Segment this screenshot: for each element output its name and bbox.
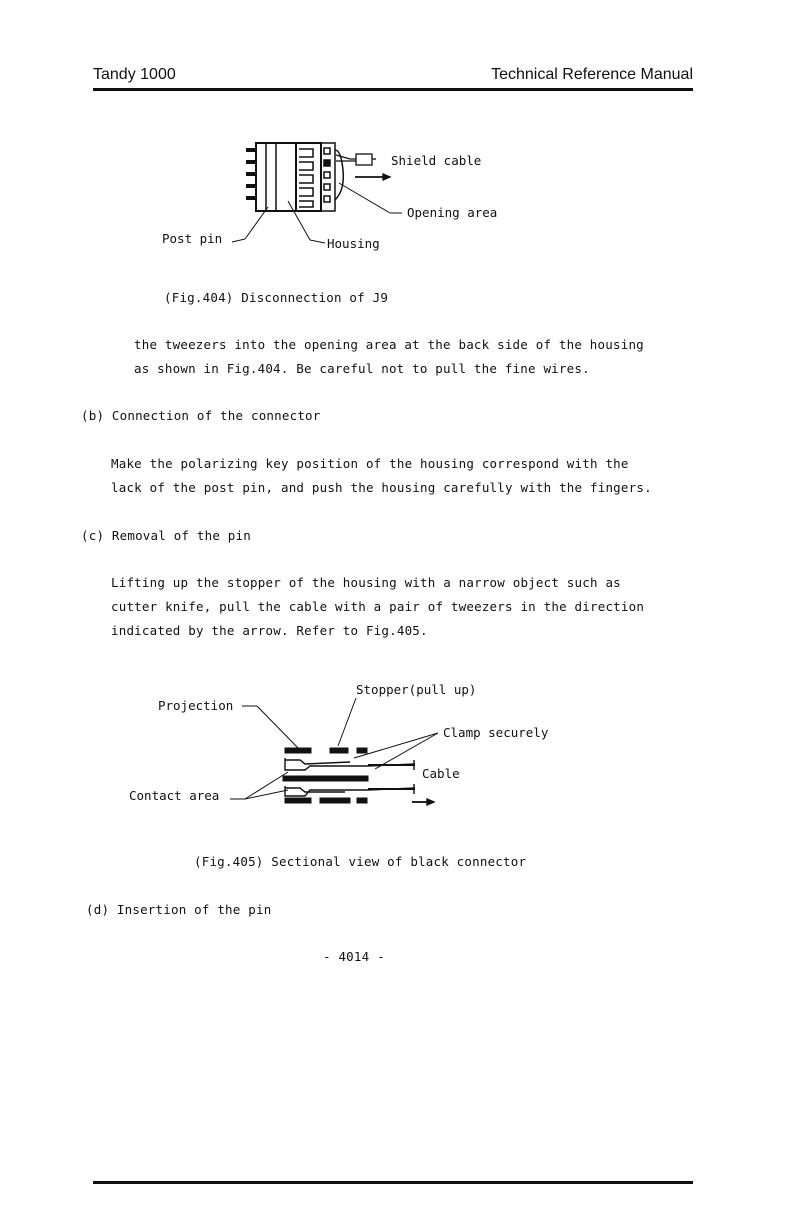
- section-d-heading: (d) Insertion of the pin: [86, 902, 272, 917]
- para-c-line1: Lifting up the stopper of the housing with a narrow object such as: [111, 575, 621, 590]
- label-stopper: Stopper(pull up): [356, 682, 477, 697]
- para-c-line3: indicated by the arrow. Refer to Fig.405.: [111, 623, 428, 638]
- label-shield-cable: Shield cable: [391, 153, 482, 168]
- label-clamp: Clamp securely: [443, 725, 549, 740]
- fig404-caption: (Fig.404) Disconnection of J9: [164, 290, 389, 305]
- fig405-diagram: [120, 678, 580, 818]
- fig404-leaders: [232, 183, 402, 243]
- label-housing: Housing: [327, 236, 380, 251]
- header-title-left: Tandy 1000: [93, 66, 176, 83]
- section-b-heading: (b) Connection of the connector: [81, 408, 321, 423]
- label-post-pin: Post pin: [162, 231, 223, 246]
- shield-cable-drawing: [336, 154, 390, 180]
- label-projection: Projection: [158, 698, 234, 713]
- section-c-heading: (c) Removal of the pin: [81, 528, 251, 543]
- header-rule: [93, 88, 693, 91]
- para1-line2: as shown in Fig.404. Be careful not to pull the fine wires.: [134, 361, 590, 376]
- header-title-right: Technical Reference Manual: [491, 66, 693, 83]
- para-c-line2: cutter knife, pull the cable with a pair of tweezers in the direction: [111, 599, 645, 614]
- footer-rule: [93, 1181, 693, 1184]
- label-contact-area: Contact area: [129, 788, 220, 803]
- black-connector-section: [283, 748, 368, 803]
- page-number: - 4014 -: [323, 949, 385, 964]
- para-b-line2: lack of the post pin, and push the housing carefully with the fingers.: [111, 480, 652, 495]
- fig404-diagram: [150, 135, 550, 260]
- para1-line1: the tweezers into the opening area at the back side of the housing: [134, 337, 644, 352]
- para-b-line1: Make the polarizing key position of the housing correspond with the: [111, 456, 629, 471]
- label-cable: Cable: [422, 766, 460, 781]
- fig405-caption: (Fig.405) Sectional view of black connector: [194, 854, 527, 869]
- connector-housing: [246, 143, 343, 211]
- label-opening-area: Opening area: [407, 205, 498, 220]
